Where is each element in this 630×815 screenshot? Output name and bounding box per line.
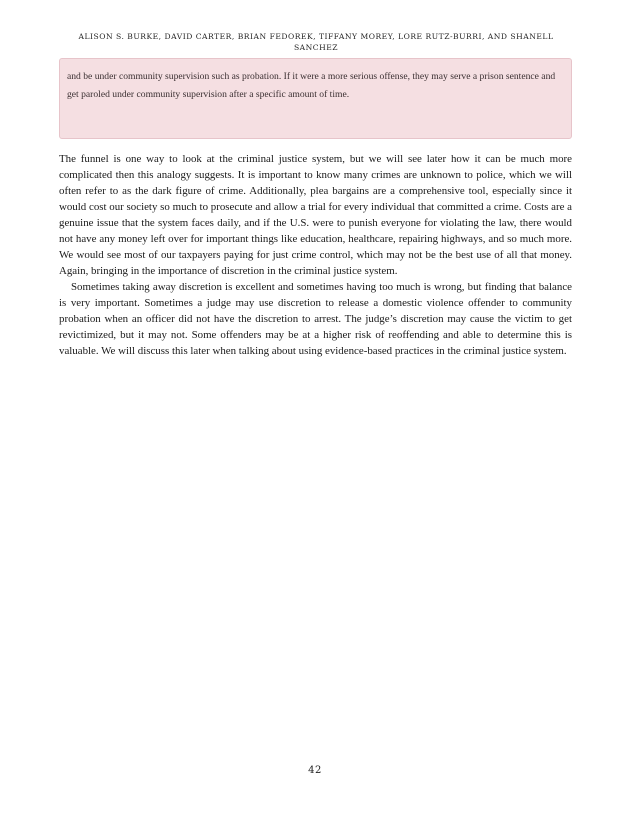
running-head: ALISON S. BURKE, DAVID CARTER, BRIAN FEDOREK, TIFFANY MOREY, LORE RUTZ-BURRI, AND SHANELL SANCHEZ — [78, 32, 554, 52]
callout-box — [59, 58, 572, 139]
body-paragraph: Sometimes taking away discretion is excellent and sometimes having too much is wrong, but finding that balance is very important. Sometimes a judge may use discretion to release a domestic violence offender to community probation when an officer did not have the discretion to arrest. The judge’s discretion may cause the victim to get revictimized, but it may not. Some offenders may be at a higher risk of reoffending and able to determine this is valuable. We will discuss this later when talking about using evidence-based practices in the criminal justice system. — [59, 281, 572, 357]
main-body — [59, 151, 572, 359]
body-paragraph: The funnel is one way to look at the criminal justice system, but we will see later how it can be much more complicated then this analogy suggests. It is important to know many crimes are unknown to police, which we will often refer to as the dark figure of crime. Additionally, plea bargains are a comprehensive tool, especially since it would cost our society so much to prosecute and allow a trial for every individual that committed a crime. Costs are a genuine issue that the system faces daily, and if the U.S. were to punish everyone for violating the law, there would not have any money left over for important things like education, healthcare, repairing highways, and so much more. We would see most of our taxpayers paying for just crime control, which may not be the best use of all that money. Again, bringing in the importance of discretion in the criminal justice system. — [59, 153, 572, 277]
callout-text: and be under community supervision such as probation. If it were a more serious offense, they may serve a prison sentence and get paroled under community supervision after a specific amount of time. — [67, 71, 556, 100]
page-number: 42 — [308, 765, 322, 776]
